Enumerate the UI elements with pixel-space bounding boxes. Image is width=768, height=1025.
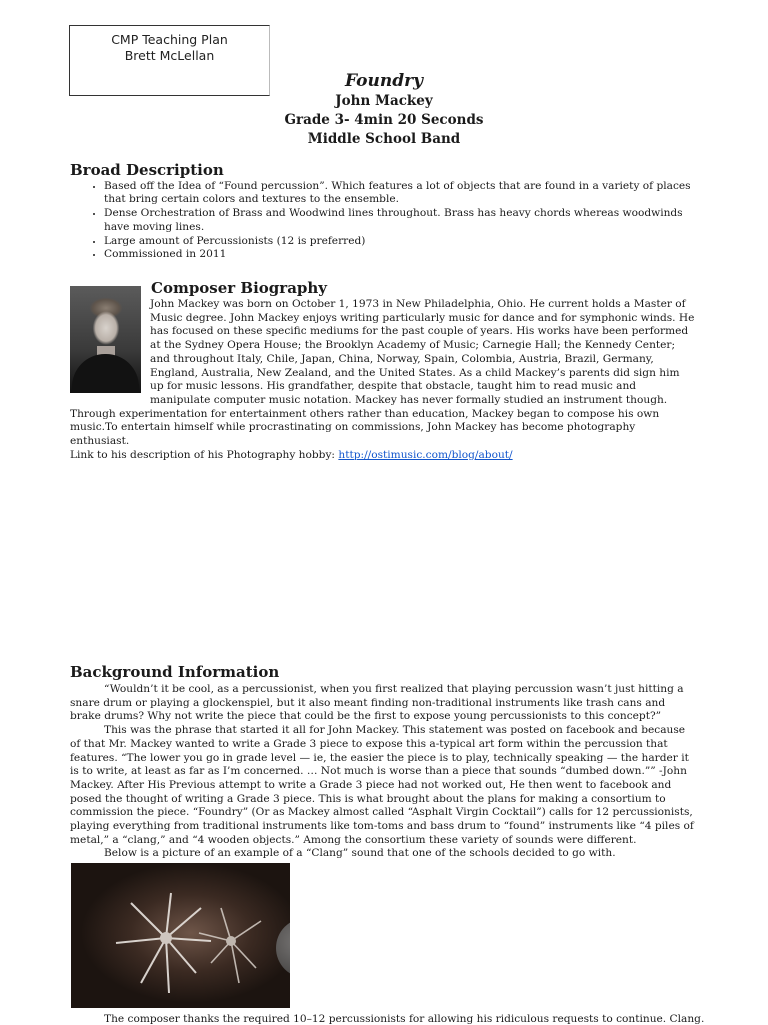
author-name: Brett McLellan bbox=[124, 48, 215, 63]
broad-description-section bbox=[70, 161, 695, 262]
photography-link[interactable]: http://ostimusic.com/blog/about/ bbox=[338, 449, 513, 461]
background-paragraph: This was the phrase that started it all for John Mackey. This statement was posted on facebook and because of that Mr. Mackey wanted to write a Grade 3 piece to expose this a-typical art form within the percussion that features. “The lower you go in grade level — ie, the easier the piece is to play, technically speaking — the harder it is to write, at least as far as I’m concerned. … Not much is worse than a piece that sounds “dumbed down.”” -John Mackey. After His Previous attempt to write a Grade 3 piece had not worked out, He then went to facebook and posed the thought of writing a Grade 3 piece. This is what brought about the plans for making a consortium to commission the piece. “Foundry” (Or as Mackey almost called “Asphalt Virgin Cocktail”) calls for 12 percussionists, playing everything from traditional instruments like tom-toms and bass drum to “found” instruments like “4 piles of metal,” a “clang,” and “4 wooden objects.” Among the consortium these variety of sounds were different. bbox=[70, 724, 694, 846]
list-item: • Commissioned in 2011 bbox=[104, 248, 695, 262]
list-item: • Large amount of Percussionists (12 is preferred) bbox=[104, 235, 695, 249]
background-paragraph: “Wouldn’t it be cool, as a percussionist, when you first realized that playing percussion wasn’t just hitting a snare drum or playing a glockenspiel, but it also meant finding non-traditional instruments like trash cans and brake drums? Why not write the piece that could be the first to expose young percussionists to this concept?” bbox=[70, 683, 684, 723]
biography-paragraph: John Mackey was born on October 1, 1973 in New Philadelphia, Ohio. He current holds a Master of Music degree. John Mackey enjoys writing particularly music for dance and for symphonic winds. He has focused on these specific mediums for the past couple of years. His works have been performed at the Sydney Opera House; the Brooklyn Academy of Music; Carnegie Hall; the Kennedy Center; and throughout Italy, Chile, Japan, China, Norway, Spain, Colombia, Austria, Brazil, Germany, England, Australia, New Zealand, and the United States. As a child Mackey’s parents did sign him up for music lessons. His grandfather, despite that obstacle, taught him to read music and manipulate computer music notation. Mackey has never formally studied an instrument though. Through experimentation for entertainment others rather than education, Mackey began to compose his own music.To entertain himself while procrastinating on commissions, John Mackey has become photography enthusiast. bbox=[70, 298, 695, 448]
clang-photo bbox=[71, 863, 290, 1008]
composer-biography-text bbox=[70, 298, 695, 449]
grade-duration: Grade 3- 4min 20 Seconds bbox=[284, 112, 484, 128]
background-heading: Background Information bbox=[70, 663, 280, 681]
composer-biography-heading: Composer Biography bbox=[151, 279, 328, 297]
plan-title: CMP Teaching Plan bbox=[111, 32, 228, 47]
piece-title: Foundry bbox=[345, 71, 423, 91]
link-label: Link to his description of his Photography hobby: bbox=[70, 449, 339, 461]
broad-description-list bbox=[70, 180, 695, 262]
background-paragraph: Below is a picture of an example of a “Clang” sound that one of the schools decided to go with. bbox=[104, 847, 616, 860]
list-item: • Dense Orchestration of Brass and Woodwind lines throughout. Brass has heavy chords whereas woodwinds have moving lines. bbox=[104, 207, 695, 234]
list-item: • Based off the Idea of “Found percussion”. Which features a lot of objects that are found in a variety of places that bring certain colors and textures to the ensemble. bbox=[104, 180, 695, 207]
photography-link-line bbox=[70, 449, 513, 461]
ensemble-type: Middle School Band bbox=[307, 131, 461, 147]
photo-caption: The composer thanks the required 10–12 percussionists for allowing his ridiculous requests to continue. Clang. bbox=[104, 1013, 705, 1025]
broad-description-heading: Broad Description bbox=[70, 161, 224, 179]
title-block bbox=[0, 70, 768, 149]
composer-name: John Mackey bbox=[335, 93, 433, 109]
background-text bbox=[70, 683, 696, 861]
clang-star-graphic bbox=[71, 863, 290, 1008]
